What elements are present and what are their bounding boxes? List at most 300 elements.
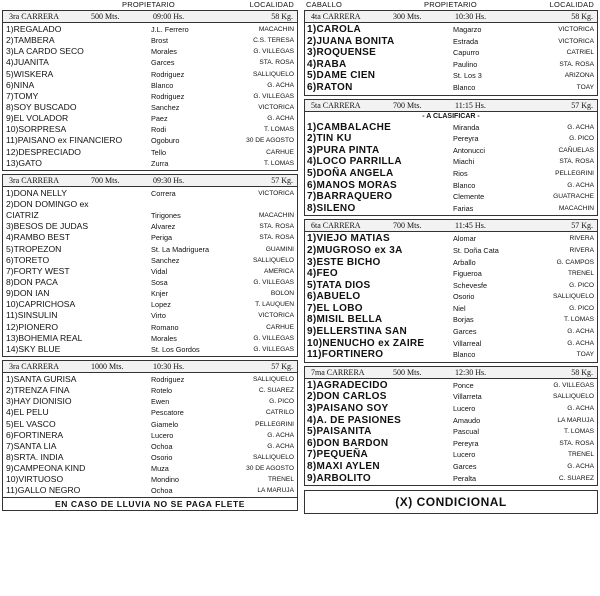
owner-name: Romano — [151, 322, 179, 332]
horse-name: 9)CAMPEONA KIND — [6, 463, 86, 474]
entry-row — [3, 255, 297, 266]
horse-name: 1)REGALADO — [6, 24, 62, 34]
owner-name: Capurro — [453, 48, 480, 58]
entry-row — [305, 245, 597, 257]
entry-row — [3, 452, 297, 463]
race-number: 3ra CARRERA — [9, 12, 59, 21]
entry-row — [3, 485, 297, 496]
owner-name: St. Los 3 — [453, 71, 482, 81]
owner-name: St. La Madriguera — [151, 244, 210, 254]
entry-row — [305, 426, 597, 438]
horse-name: 5)PAISANITA — [307, 426, 372, 438]
horse-name: 5)TROPEZON — [6, 243, 62, 254]
entry-row — [305, 438, 597, 450]
horse-name: 8)SRTA. INDIA — [6, 451, 64, 462]
horse-name: 10)SORPRESA — [6, 124, 67, 135]
race-weight: 58 Kg. — [571, 12, 593, 21]
entry-row — [3, 441, 297, 452]
horse-name: 7)PEQUEÑA — [307, 449, 369, 461]
owner-name: Paulino — [453, 59, 478, 69]
locality: G. VILLEGAS — [553, 381, 594, 389]
entry-row — [3, 322, 297, 333]
owner-name: Rodriguez — [151, 69, 185, 79]
locality: T. LOMAS — [263, 159, 294, 167]
race-block — [304, 366, 598, 486]
horse-name: 10)VIRTUOSO — [6, 474, 64, 485]
horse-name: 3)BESOS DE JUDAS — [6, 221, 89, 232]
owner-name: J.L. Ferrero — [151, 25, 189, 34]
locality: G. CAMPOS — [556, 258, 594, 266]
locality: AMERICA — [263, 267, 294, 275]
horse-name: 2)MUGROSO ex 3A — [307, 244, 403, 256]
locality: SALLIQUELO — [252, 453, 294, 461]
owner-name: Miachi — [453, 157, 475, 167]
owner-name: Miranda — [453, 122, 480, 132]
locality-column-label: LOCALIDAD — [549, 0, 594, 9]
locality: 30 DE AGOSTO — [246, 465, 294, 473]
locality: TRENEL — [567, 270, 594, 278]
owner-name: Blanco — [453, 180, 476, 190]
horse-name: 1)DONA NELLY — [6, 187, 67, 198]
owner-name: Villarreal — [453, 338, 482, 348]
entry-row — [3, 124, 297, 135]
horse-name: 1)CAROLA — [307, 24, 362, 35]
locality: SALLIQUELO — [252, 256, 294, 264]
owner-name: Lucero — [453, 404, 476, 414]
locality: G. ACHA — [567, 339, 594, 347]
entry-row — [305, 156, 597, 168]
entry-row — [3, 277, 297, 288]
horse-name: 3)PAISANO SOY — [307, 403, 389, 415]
owner-name: Villarreta — [453, 392, 482, 402]
entry-row — [3, 419, 297, 430]
entry-row — [305, 403, 597, 415]
entry-row — [305, 291, 597, 303]
entry-row — [3, 91, 297, 102]
locality: GUATRACHE — [553, 193, 594, 201]
race-distance: 300 Mts. — [393, 12, 422, 21]
horse-name: 10)CAPRICHOSA — [6, 299, 76, 310]
locality: MACACHIN — [258, 212, 294, 220]
race-header — [305, 100, 597, 112]
owner-name: Sosa — [151, 277, 168, 287]
owner-name: Clemente — [453, 192, 485, 202]
locality: LA MARUJA — [557, 416, 594, 424]
entry-row — [305, 59, 597, 71]
race-distance: 700 Mts. — [393, 100, 422, 110]
entry-row — [3, 135, 297, 146]
entry-row — [305, 133, 597, 145]
entry-row — [3, 158, 297, 169]
owner-name: Rodi — [151, 125, 167, 135]
locality: G. VILLEGAS — [253, 334, 294, 342]
locality: STA. ROSA — [559, 60, 594, 68]
horse-name: 14)SKY BLUE — [6, 343, 61, 354]
race-time: 11:15 Hs. — [455, 100, 486, 110]
race-time: 10:30 Hs. — [153, 361, 185, 371]
entry-row — [305, 314, 597, 326]
race-weight: 57 Kg. — [571, 221, 593, 231]
owner-name: Ochoa — [151, 486, 173, 496]
entry-row — [305, 326, 597, 338]
locality: MACACHIN — [258, 26, 294, 33]
entry-row — [3, 310, 297, 321]
horse-name: 9)ELLERSTINA SAN — [307, 326, 407, 338]
locality: G. ACHA — [267, 431, 294, 439]
locality: G. ACHA — [567, 181, 594, 189]
horse-name: 3)PURA PINTA — [307, 144, 380, 156]
race-number: 6ta CARRERA — [311, 221, 361, 231]
horse-name: 6)FORTINERA — [6, 429, 64, 440]
horse-name: 5)TATA DIOS — [307, 279, 371, 291]
locality: CAÑUELAS — [558, 146, 594, 154]
horse-name: 8)MAXI AYLEN — [307, 461, 380, 472]
owner-name: Garces — [453, 327, 477, 337]
race-header — [3, 11, 297, 23]
locality: VICTORICA — [258, 103, 294, 111]
owner-name: Farias — [453, 203, 474, 213]
owner-name: Sanchez — [151, 102, 180, 112]
race-weight: 58 Kg. — [271, 12, 293, 21]
locality: TRENEL — [267, 476, 294, 484]
horse-name: 3)HAY DIONISIO — [6, 396, 72, 407]
owner-name: Arballo — [453, 257, 476, 267]
entry-row — [3, 232, 297, 243]
owner-name: Ewen — [151, 397, 170, 407]
owner-name: Peralta — [453, 473, 477, 483]
owner-name: Rotelo — [151, 386, 173, 396]
entry-row — [3, 57, 297, 68]
entry-row — [3, 221, 297, 232]
entry-row — [305, 70, 597, 82]
horse-name: 9)DON IAN — [6, 288, 50, 299]
horse-name: 4)FEO — [307, 268, 338, 280]
entry-row — [305, 24, 597, 36]
entry-row — [3, 266, 297, 277]
horse-name: 12)DESPRECIADO — [6, 146, 81, 157]
owner-name: Garces — [453, 462, 477, 471]
locality: VICTORICA — [558, 26, 594, 33]
entry-row — [305, 349, 597, 361]
entry-row — [305, 168, 597, 180]
race-distance: 700 Mts. — [393, 221, 422, 231]
locality: C. SUAREZ — [258, 387, 294, 395]
locality: G. ACHA — [267, 81, 294, 89]
owner-name: Garces — [151, 58, 175, 68]
owner-name: Blanco — [151, 80, 174, 90]
locality: PELLEGRINI — [555, 169, 594, 177]
horse-name: 5)EL VASCO — [6, 418, 56, 429]
entry-row — [305, 415, 597, 427]
horse-name: 6)ABUELO — [307, 291, 361, 303]
left-column-header — [2, 0, 298, 10]
entry-row — [3, 333, 297, 344]
owner-name: Tello — [151, 147, 167, 157]
horse-name: 2)TRENZA FINA — [6, 385, 70, 396]
owner-name: Rodriguez — [151, 374, 185, 384]
entry-row — [3, 407, 297, 418]
entry-row — [3, 188, 297, 199]
horse-name: 7)EL LOBO — [307, 302, 363, 314]
entry-row — [305, 449, 597, 461]
conditional-footnote: (X) CONDICIONAL — [304, 490, 598, 514]
horse-name: 8)SILENO — [307, 202, 356, 214]
horse-name: 8)DON PACA — [6, 276, 58, 287]
owner-name: Pereyra — [453, 134, 479, 144]
horse-name: 1)VIEJO MATIAS — [307, 233, 390, 245]
owner-name: Pascual — [453, 427, 479, 437]
horse-name: 11)PAISANO ex FINANCIERO — [6, 135, 123, 146]
locality: G. VILLEGAS — [253, 92, 294, 100]
owner-name: Osorio — [151, 452, 173, 462]
horse-name: 2)JUANA BONITA — [307, 35, 395, 47]
race-distance: 500 Mts. — [393, 367, 422, 377]
owner-name: Pescatore — [151, 408, 184, 418]
locality: G. ACHA — [267, 115, 294, 123]
horse-name: 4)RAMBO BEST — [6, 232, 70, 243]
entry-row — [305, 47, 597, 59]
locality: 30 DE AGOSTO — [246, 137, 294, 145]
locality: SALLIQUELO — [252, 375, 294, 383]
owner-name: Osorio — [453, 292, 475, 302]
owner-name: Morales — [151, 333, 177, 343]
owner-name: Morales — [151, 47, 177, 57]
horse-name: 11)FORTINERO — [307, 349, 384, 361]
locality: TRENEL — [567, 451, 594, 459]
horse-name: 3)ESTE BICHO — [307, 256, 381, 268]
owner-name: Giamelo — [151, 419, 179, 429]
horse-name: 4)JUANITA — [6, 57, 49, 68]
owner-name: Amaudo — [453, 415, 481, 425]
horse-name: 6)NINA — [6, 79, 35, 90]
owner-name: Rios — [453, 168, 468, 178]
locality: CATRIEL — [566, 49, 594, 57]
race-distance: 1000 Mts. — [91, 361, 124, 371]
horse-name: 11)SINSULIN — [6, 310, 58, 321]
locality: LA MARUJA — [257, 487, 294, 495]
entry-row — [305, 257, 597, 269]
locality: T. LOMAS — [563, 316, 594, 324]
horse-name: 2)TAMBERA — [6, 35, 55, 46]
locality: MACACHIN — [558, 204, 594, 212]
entry-row — [3, 80, 297, 91]
locality: SALLIQUELO — [252, 70, 294, 78]
race-time: 09:00 Hs. — [153, 12, 185, 21]
locality: G. ACHA — [567, 463, 594, 470]
race-time: 12:30 Hs. — [455, 367, 487, 377]
owner-name: Lopez — [151, 300, 171, 310]
entry-row — [3, 288, 297, 299]
race-block — [2, 174, 298, 357]
owner-name: Alvarez — [151, 222, 176, 232]
owner-name: Estrada — [453, 36, 479, 46]
locality: VICTORICA — [258, 189, 294, 197]
owner-name: Muza — [151, 464, 169, 474]
entry-row — [3, 385, 297, 396]
locality: TOAY — [576, 351, 594, 359]
owner-name: Mondino — [151, 475, 179, 485]
locality: VICTORICA — [258, 312, 294, 320]
horse-name: 10)NENUCHO ex ZAIRE — [307, 337, 425, 349]
locality: G. ACHA — [267, 442, 294, 450]
locality: CATRILO — [265, 409, 294, 417]
entry-row — [3, 113, 297, 124]
owner-name: St. Los Gordos — [151, 344, 200, 354]
entry-row — [3, 244, 297, 255]
race-header — [305, 367, 597, 379]
entry-row — [305, 191, 597, 203]
right-column-header — [304, 0, 598, 10]
entry-row — [305, 122, 597, 134]
race-weight: 57 Kg. — [271, 175, 293, 185]
horse-name: 5)WISKERA — [6, 68, 54, 79]
locality: G. ACHA — [567, 405, 594, 413]
entry-row — [3, 430, 297, 441]
horse-name: 13)GATO — [6, 157, 42, 168]
owner-name: Schevesfe — [453, 280, 488, 290]
locality: G. PICO — [569, 281, 594, 289]
owner-name: Lucero — [151, 430, 174, 440]
locality: G. ACHA — [567, 123, 594, 131]
locality: G. VILLEGAS — [253, 48, 294, 56]
entry-row — [3, 344, 297, 355]
owner-name: Niel — [453, 303, 466, 313]
entry-row — [305, 391, 597, 403]
locality-column-label: LOCALIDAD — [249, 0, 294, 9]
entry-row — [3, 374, 297, 385]
locality: CARHUE — [266, 148, 294, 156]
horse-name: 8)MISIL BELLA — [307, 314, 383, 326]
race-header — [305, 220, 597, 232]
race-header — [3, 175, 297, 187]
race-time: 11:45 Hs. — [455, 221, 486, 231]
owner-name: Blanco — [453, 82, 476, 92]
owner-name: Ogoburo — [151, 136, 180, 146]
locality: G. VILLEGAS — [253, 278, 294, 286]
locality: C. SUAREZ — [558, 474, 594, 482]
owner-name: Figueroa — [453, 269, 482, 279]
horse-name: 3)ROQUENSE — [307, 47, 377, 59]
locality: SALLIQUELO — [552, 393, 594, 401]
race-block — [304, 99, 598, 217]
race-distance: 700 Mts. — [91, 175, 120, 185]
locality: GUAMINI — [265, 245, 294, 253]
race-block — [304, 219, 598, 363]
horse-name: 1)CAMBALACHE — [307, 121, 392, 133]
race-time: 10:30 Hs. — [455, 12, 487, 21]
locality: SALLIQUELO — [552, 293, 594, 301]
locality: G. PICO — [569, 135, 594, 143]
race-block — [2, 10, 298, 171]
entry-row — [3, 69, 297, 80]
owner-name: Periga — [151, 233, 173, 243]
entry-row — [305, 268, 597, 280]
entry-row — [305, 36, 597, 48]
locality: VICTORICA — [558, 37, 594, 45]
entry-row — [3, 24, 297, 35]
owner-name: Virto — [151, 311, 166, 321]
locality: STA. ROSA — [559, 439, 594, 447]
entry-row — [305, 280, 597, 292]
horse-name: 2)DON DOMINGO ex — [6, 198, 89, 209]
locality: G. PICO — [569, 304, 594, 312]
horse-name: 4)RABA — [307, 58, 347, 70]
locality: PELLEGRINI — [255, 420, 294, 428]
horse-name: 9)EL VOLADOR — [6, 113, 69, 124]
horse-name: 7)BARRAQUERO — [307, 191, 393, 203]
race-time: 09:30 Hs. — [153, 175, 185, 185]
locality: STA. ROSA — [559, 158, 594, 166]
race-block — [2, 360, 298, 512]
race-subheader: - A CLASIFICAR - — [422, 112, 480, 120]
horse-name: 5)DAME CIEN — [307, 70, 376, 82]
owner-name: Borjas — [453, 315, 474, 325]
owner-name: Rodriguez — [151, 91, 185, 101]
locality: G. PICO — [269, 398, 294, 406]
entry-row — [3, 147, 297, 158]
horse-name: 13)BOHEMIA REAL — [6, 332, 83, 343]
entry-row — [305, 233, 597, 245]
horse-name: CIATRIZ — [6, 210, 39, 221]
locality: STA. ROSA — [259, 223, 294, 231]
race-block — [304, 10, 598, 96]
owner-name: Paez — [151, 114, 168, 124]
entry-row — [3, 299, 297, 310]
horse-name: 12)PIONERO — [6, 321, 59, 332]
locality: CARHUE — [266, 323, 294, 331]
locality: BOLON — [270, 290, 294, 298]
entry-row — [3, 396, 297, 407]
race-distance: 500 Mts. — [91, 12, 120, 21]
locality: TOAY — [576, 83, 594, 91]
entry-row — [305, 461, 597, 473]
race-number: 3ra CARRERA — [9, 175, 59, 185]
race-number: 4ta CARRERA — [311, 12, 361, 21]
entry-row — [3, 35, 297, 46]
locality: RIVERA — [569, 246, 594, 254]
owner-name: Ochoa — [151, 441, 173, 451]
horse-name: 4)EL PELU — [6, 407, 49, 418]
horse-name: 11)GALLO NEGRO — [6, 485, 81, 496]
locality: G. VILLEGAS — [253, 345, 294, 353]
entry-row — [305, 145, 597, 157]
owner-column-label: PROPIETARIO — [424, 0, 477, 9]
owner-name: Pereyra — [453, 438, 479, 448]
horse-name: 6)MANOS MORAS — [307, 179, 398, 191]
locality: T. LAUQUEN — [255, 301, 294, 309]
horse-name: 8)SOY BUSCADO — [6, 101, 77, 112]
locality: G. ACHA — [567, 328, 594, 336]
right-column — [304, 0, 598, 514]
entry-row — [3, 102, 297, 113]
owner-name: Magarzo — [453, 25, 482, 34]
entry-row — [305, 203, 597, 215]
owner-name: Zurra — [151, 158, 169, 168]
owner-column-label: PROPIETARIO — [122, 0, 175, 9]
owner-name: Correra — [151, 188, 176, 198]
horse-name: 2)TIN KU — [307, 133, 352, 145]
owner-name: Sanchez — [151, 255, 180, 265]
entry-row — [305, 82, 597, 94]
entry-row — [3, 46, 297, 57]
horse-name: 6)DON BARDON — [307, 437, 389, 449]
horse-name: 6)RATON — [307, 81, 353, 93]
horse-name: 4)A. DE PASIONES — [307, 414, 402, 426]
horse-name: 9)ARBOLITO — [307, 472, 371, 484]
horse-name: 7)TOMY — [6, 90, 39, 101]
entry-row — [305, 303, 597, 315]
race-weight: 58 Kg. — [571, 367, 593, 377]
